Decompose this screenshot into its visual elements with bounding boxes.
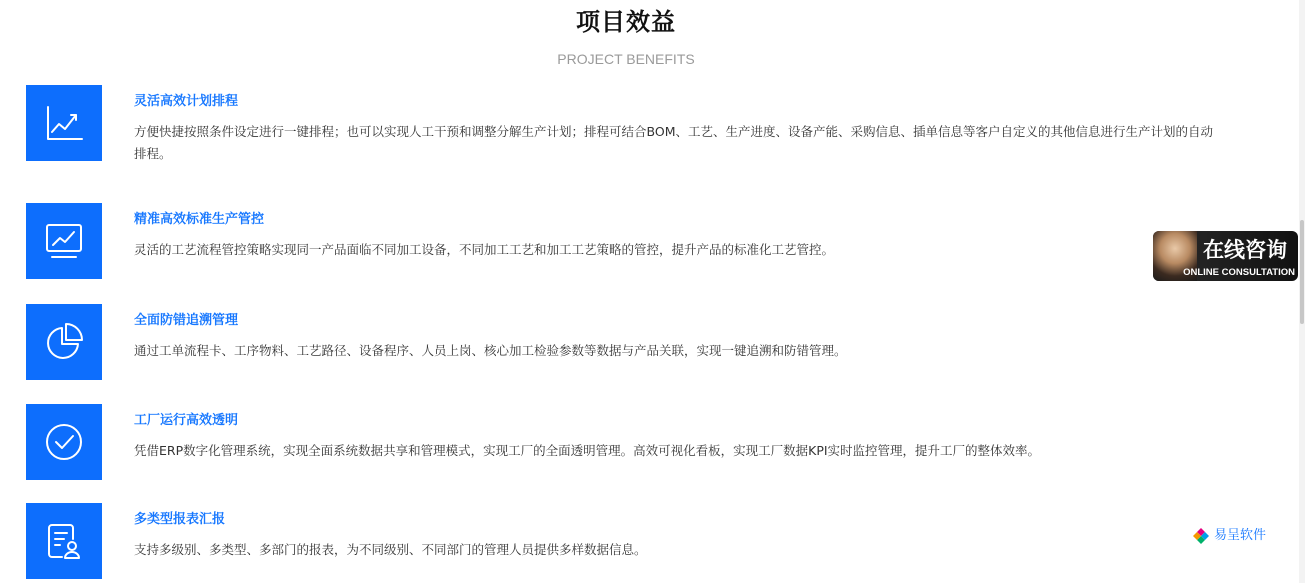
benefit-icon-box xyxy=(26,404,102,480)
benefit-title: 工厂运行高效透明 xyxy=(134,413,239,428)
online-consultation-button[interactable] xyxy=(1153,231,1298,281)
scrollbar-thumb[interactable] xyxy=(1300,220,1304,324)
benefit-icon-box xyxy=(26,304,102,380)
pie-chart-icon xyxy=(42,320,86,364)
page-subtitle: PROJECT BENEFITS xyxy=(557,51,695,67)
benefit-item-scheduling xyxy=(26,85,1226,163)
benefit-description: 方便快捷按照条件设定进行一键排程；也可以实现人工干预和调整分解生产计划；排程可结合BOM、工艺、生产进度、设备产能、采购信息、插单信息等客户自定义的其他信息进行生产计划的自动排程。 xyxy=(134,124,1213,161)
monitor-chart-icon xyxy=(42,219,86,263)
line-chart-icon xyxy=(42,101,86,145)
brand-diamond-icon xyxy=(1192,527,1210,545)
benefit-title: 精准高效标准生产管控 xyxy=(134,212,265,227)
consult-sublabel: ONLINE CONSULTATION xyxy=(1183,267,1295,278)
brand-name: 易呈软件 xyxy=(1214,528,1267,543)
benefit-title: 灵活高效计划排程 xyxy=(134,94,239,109)
benefit-item-production-control xyxy=(26,203,1226,281)
benefit-title: 全面防错追溯管理 xyxy=(134,313,239,328)
benefit-description: 支持多级别、多类型、多部门的报表，为不同级别、不同部门的管理人员提供多样数据信息。 xyxy=(134,542,647,557)
report-user-icon xyxy=(42,519,86,563)
benefit-item-traceability xyxy=(26,304,1226,382)
consult-label: 在线咨询 xyxy=(1203,238,1287,262)
benefit-title: 多类型报表汇报 xyxy=(134,512,226,527)
benefit-description: 通过工单流程卡、工序物料、工艺路径、设备程序、人员上岗、核心加工检验参数等数据与产品关联，实现一键追溯和防错管理。 xyxy=(134,343,847,358)
brand-logo[interactable] xyxy=(1192,526,1266,546)
benefit-description: 灵活的工艺流程管控策略实现同一产品面临不同加工设备，不同加工工艺和加工工艺策略的管控，提升产品的标准化工艺管控。 xyxy=(134,242,835,257)
benefit-icon-box xyxy=(26,85,102,161)
benefit-icon-box xyxy=(26,503,102,579)
benefit-icon-box xyxy=(26,203,102,279)
check-circle-icon xyxy=(42,420,86,464)
benefit-item-transparency xyxy=(26,404,1226,482)
benefit-description: 凭借ERP数字化管理系统，实现全面系统数据共享和管理模式，实现工厂的全面透明管理。高效可视化看板，实现工厂数据KPI实时监控管理，提升工厂的整体效率。 xyxy=(134,443,1041,458)
benefit-item-reports xyxy=(26,503,1226,581)
page-title: 项目效益 xyxy=(576,8,676,36)
